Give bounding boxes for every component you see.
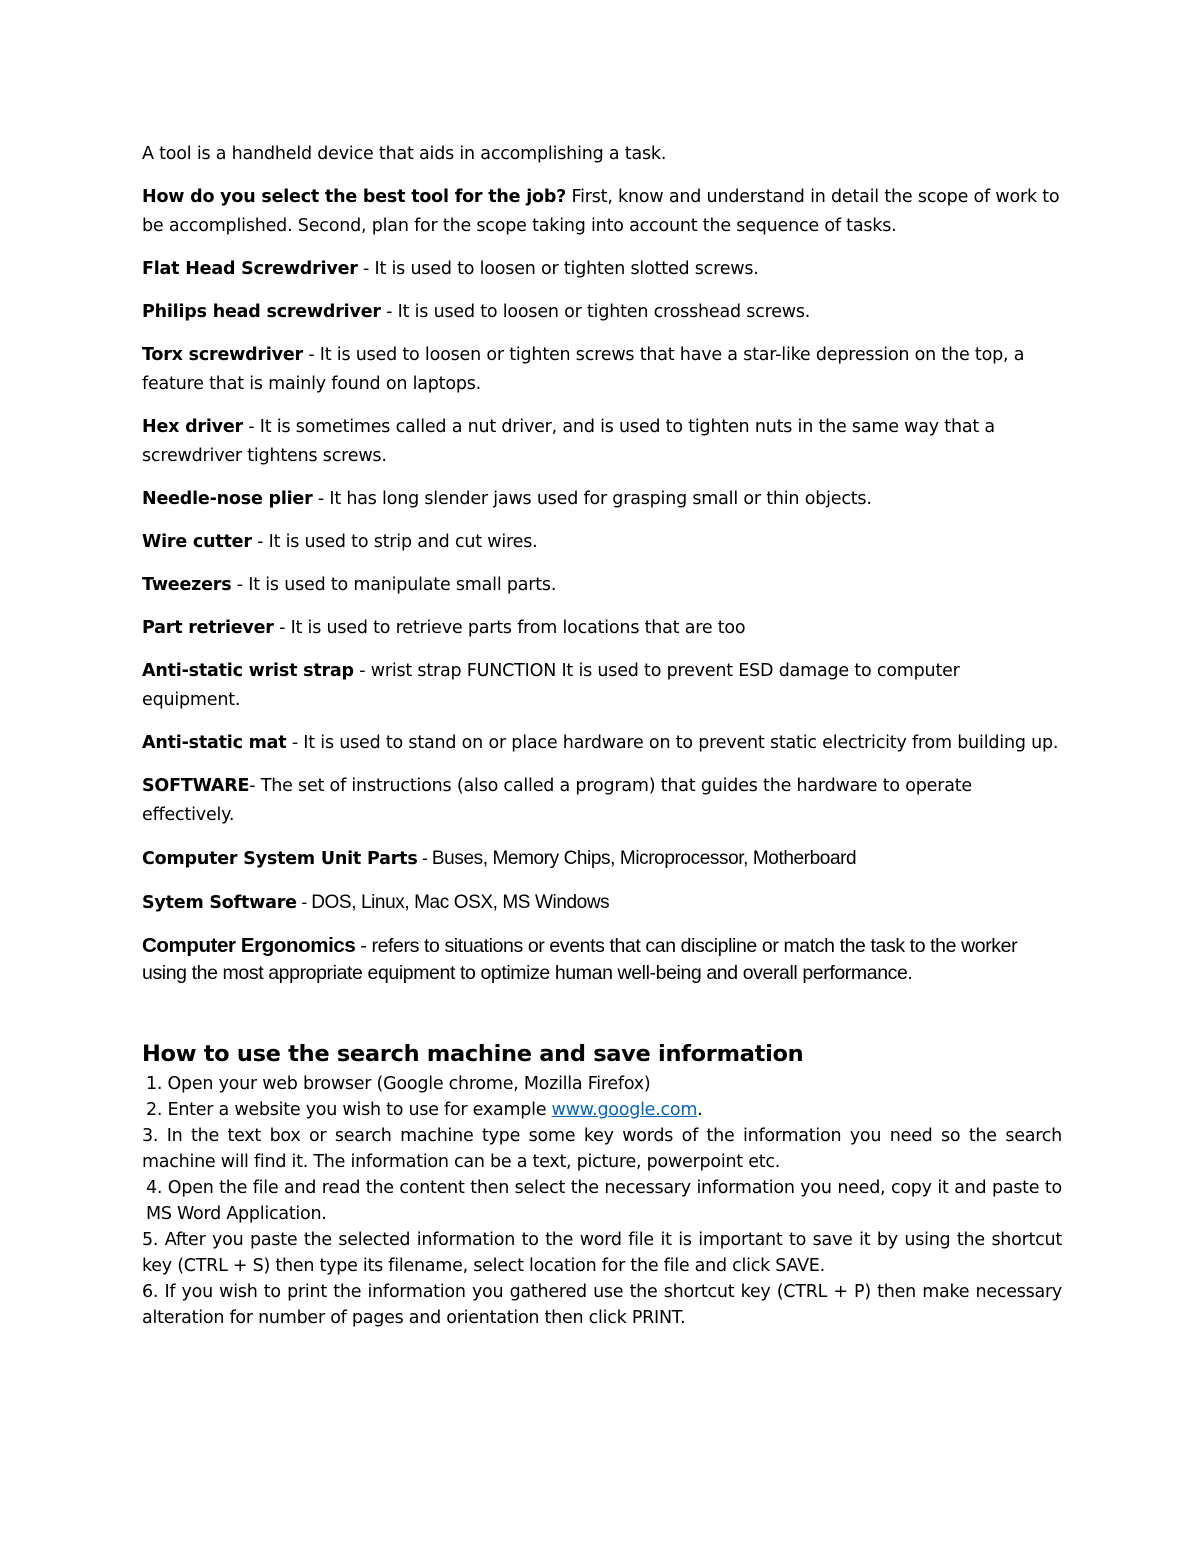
unit-parts-term: Computer System Unit Parts [142, 849, 418, 869]
software-description: - The set of instructions (also called a program) that guides the hardware to operate effectively. [142, 776, 972, 825]
unit-parts-separator: - [417, 848, 432, 868]
step-number: 4. [146, 1178, 163, 1198]
tool-definition [142, 571, 1062, 600]
tool-description: - It is used to loosen or tighten screws that have a star-like depression on the top, a feature that is mainly found on laptops. [142, 345, 1025, 394]
tool-definition [142, 255, 1062, 284]
ergonomics-paragraph [142, 932, 1062, 987]
tool-term: Philips head screwdriver [142, 302, 381, 322]
step-number: 2. [146, 1100, 163, 1120]
list-item [142, 1227, 1062, 1279]
tool-description: - It is sometimes called a nut driver, and is used to tighten nuts in the same way that a screwdriver tightens screws. [142, 417, 995, 466]
step-number: 5. [142, 1230, 159, 1250]
system-software-paragraph [142, 888, 1062, 918]
system-software-separator: - [296, 892, 312, 912]
list-item [142, 1279, 1062, 1331]
tool-description: - It has long slender jaws used for grasping small or thin objects. [312, 489, 872, 509]
tool-definition [142, 528, 1062, 557]
tool-description: - wrist strap FUNCTION It is used to prevent ESD damage to computer equipment. [142, 661, 960, 710]
tool-description: - It is used to loosen or tighten crosshead screws. [380, 302, 811, 322]
unit-parts-paragraph [142, 844, 1062, 874]
software-definition [142, 772, 1062, 830]
step-text: Enter a website you wish to use for example [162, 1100, 552, 1120]
tool-term: Torx screwdriver [142, 345, 303, 365]
tool-description: - It is used to loosen or tighten slotted screws. [357, 259, 759, 279]
intro-paragraph: A tool is a handheld device that aids in accomplishing a task. [142, 144, 667, 164]
document-body [142, 140, 1062, 1331]
search-steps-list [142, 1071, 1062, 1331]
tool-term: Anti-static mat [142, 733, 287, 753]
tool-term: Anti-static wrist strap [142, 661, 354, 681]
step-number: 3. [142, 1126, 159, 1146]
step-text-end: . [697, 1100, 703, 1120]
system-software-term: Sytem Software [142, 893, 297, 913]
search-section-heading: How to use the search machine and save information [142, 1041, 804, 1067]
step-text: Open the file and read the content then select the necessary information you need, copy it and paste to MS Word Application. [146, 1178, 1062, 1224]
tool-definition [142, 298, 1062, 327]
software-term: SOFTWARE [142, 776, 250, 796]
tool-definition [142, 413, 1062, 471]
tool-term: Tweezers [142, 575, 232, 595]
select-tool-text: First, know and understand in detail the scope of work to be accomplished. Second, plan for the scope taking into account the sequence of tasks. [142, 187, 1060, 236]
tool-definition [142, 485, 1062, 514]
system-software-list: DOS, Linux, Mac OSX, MS Windows [311, 892, 610, 913]
tool-definition [142, 729, 1062, 758]
tool-term: Hex driver [142, 417, 243, 437]
unit-parts-list: Buses, Memory Chips, Microprocessor, Motherboard [431, 848, 857, 869]
step-text: If you wish to print the information you gathered use the shortcut key (CTRL + P) then make necessary alteration for number of pages and orientation then click PRINT. [142, 1282, 1062, 1328]
step-text: Open your web browser (Google chrome, Mozilla Firefox) [162, 1074, 651, 1094]
ergonomics-term: Computer Ergonomics [142, 934, 356, 957]
ergonomics-description: - refers to situations or events that can discipline or match the task to the worker using the most appropriate equipment to optimize human well-being and overall performance. [142, 935, 1018, 984]
tool-definition [142, 341, 1062, 399]
tool-term: Wire cutter [142, 532, 252, 552]
tool-description: - It is used to manipulate small parts. [231, 575, 557, 595]
step-number: 1. [146, 1074, 163, 1094]
google-link[interactable]: www.google.com [551, 1100, 698, 1120]
step-number: 6. [142, 1282, 159, 1302]
tool-description: - It is used to retrieve parts from locations that are too [273, 618, 746, 638]
list-item [142, 1123, 1062, 1175]
list-item [142, 1175, 1062, 1227]
list-item [142, 1097, 1062, 1123]
tool-term: Flat Head Screwdriver [142, 259, 358, 279]
tool-term: Needle-nose plier [142, 489, 313, 509]
tool-description: - It is used to stand on or place hardware on to prevent static electricity from building up. [286, 733, 1059, 753]
select-tool-term: How do you select the best tool for the job? [142, 187, 567, 207]
select-tool-paragraph [142, 183, 1062, 241]
list-item [142, 1071, 1062, 1097]
step-text: In the text box or search machine type some key words of the information you need so the search machine will find it. The information can be a text, picture, powerpoint etc. [142, 1126, 1062, 1172]
step-text: After you paste the selected information to the word file it is important to save it by using the shortcut key (CTRL + S) then type its filename, select location for the file and click SAVE. [142, 1230, 1062, 1276]
tool-definition [142, 657, 1062, 715]
tool-description: - It is used to strip and cut wires. [251, 532, 538, 552]
tool-term: Part retriever [142, 618, 274, 638]
tool-definition [142, 614, 1062, 643]
